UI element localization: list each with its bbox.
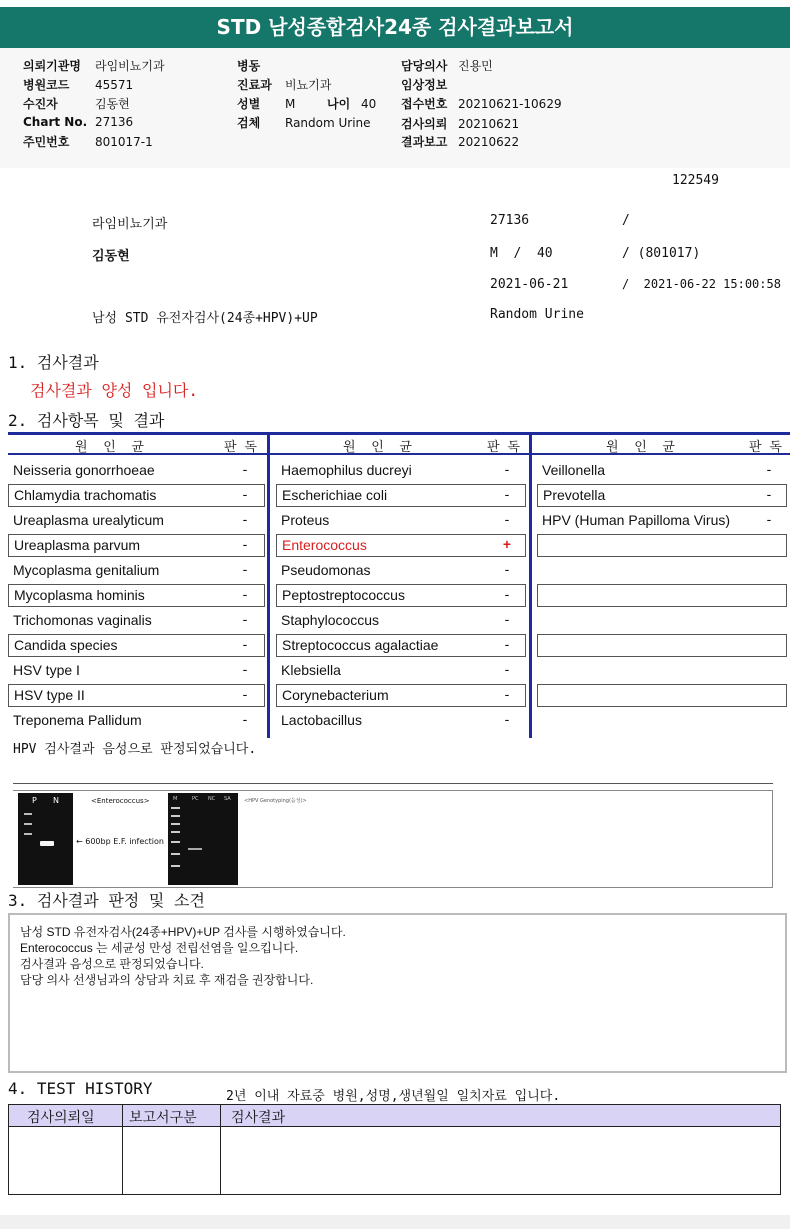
header-ward: 병동 <box>237 59 261 73</box>
table-row: Mycoplasma hominis - <box>8 584 265 607</box>
hpv-gel-image <box>168 793 238 885</box>
table-row: HPV (Human Papilloma Virus) - <box>542 511 772 528</box>
gel-ladder-band <box>171 841 180 843</box>
enterococcus-gel-image <box>18 793 73 885</box>
table-row: Klebsiella - <box>281 661 510 678</box>
table-row-empty <box>537 534 787 557</box>
history-col-divider <box>122 1105 123 1194</box>
header-specimen: 검체 Random Urine <box>237 116 371 130</box>
table-row: Chlamydia trachomatis - <box>8 484 265 507</box>
history-table-header <box>9 1105 780 1127</box>
section3-title: 3. 검사결과 판정 및 소견 <box>8 891 205 910</box>
gel-ladder-band <box>171 815 180 817</box>
history-col-report-type: 보고서구분 <box>129 1110 197 1126</box>
info-specimen: Random Urine <box>490 307 584 322</box>
table-row: HSV type II - <box>8 684 265 707</box>
header-doctor: 담당의사 진용민 <box>401 59 493 73</box>
lane-sa-label: SA <box>224 796 231 802</box>
gel-ladder-band <box>171 823 180 825</box>
table-row: Trichomonas vaginalis - <box>13 611 248 628</box>
table-row: Ureaplasma urealyticum - <box>13 511 248 528</box>
report-title: STD 남성종합검사24종 검사결과보고서 <box>0 7 790 48</box>
info-hospital: 라임비뇨기과 <box>92 217 168 232</box>
gel-ladder-band <box>171 865 180 867</box>
gel-band-annotation: ← 600bp E.F. infection <box>76 837 164 846</box>
opinion-box <box>8 913 787 1073</box>
table-row: Treponema Pallidum - <box>13 711 248 728</box>
table-row: Staphylococcus - <box>281 611 510 628</box>
table-row: Escherichiae coli - <box>276 484 526 507</box>
positive-pathogen-value: + <box>502 536 512 552</box>
gel-positive-band <box>40 841 54 846</box>
table-row-positive <box>276 534 526 557</box>
footer-band <box>0 1215 790 1229</box>
table-row: HSV type I - <box>13 661 248 678</box>
col2-pathogen-header: 원 인 균 <box>343 440 412 455</box>
table-row: Peptostreptococcus - <box>276 584 526 607</box>
opinion-line: Enterococcus 는 세균성 만성 전립선염을 일으킵니다. <box>20 941 299 955</box>
table-row-empty <box>537 684 787 707</box>
table-row: Candida species - <box>8 634 265 657</box>
history-note: 2년 이내 자료중 병원,성명,생년월일 일치자료 입니다. <box>226 1089 561 1104</box>
gel-image-panel <box>13 790 773 888</box>
enterococcus-gel-label: <Enterococcus> <box>91 797 150 805</box>
results-table-divider-1 <box>267 432 270 738</box>
header-patient: 수진자 김동현 <box>23 97 130 111</box>
section4-title: 4. TEST HISTORY <box>8 1079 153 1098</box>
positive-pathogen-name: Enterococcus <box>282 537 367 553</box>
table-row: Neisseria gonorrhoeae - <box>13 461 248 478</box>
results-table-divider-2 <box>529 432 532 738</box>
arrow-left-icon: ← <box>76 837 83 846</box>
header-receipt-no: 접수번호 20210621-10629 <box>401 97 562 111</box>
table-row: Ureaplasma parvum - <box>8 534 265 557</box>
info-birth: / (801017) <box>622 246 701 261</box>
header-chart-no: Chart No. 27136 <box>23 115 134 129</box>
section2-title: 2. 검사항목 및 결과 <box>8 411 165 430</box>
header-clinical-info: 임상정보 <box>401 78 448 92</box>
gel-ladder-band <box>171 853 180 855</box>
overall-result: 검사결과 양성 입니다. <box>30 381 199 400</box>
info-patient: 김동현 <box>92 249 130 264</box>
hpv-gel-label: <HPV Genotyping(음성)> <box>244 798 307 804</box>
table-row: Prevotella - <box>537 484 787 507</box>
table-row: Mycoplasma genitalium - <box>13 561 248 578</box>
info-test-name: 남성 STD 유전자검사(24종+HPV)+UP <box>92 311 318 326</box>
info-sex-age: M / 40 <box>490 246 553 261</box>
col2-judgement-header: 판 독 <box>487 440 520 455</box>
gel-ladder-band <box>24 823 32 825</box>
hpv-note: HPV 검사결과 음성으로 판정되었습니다. <box>13 742 257 757</box>
table-row: Haemophilus ducreyi - <box>281 461 510 478</box>
section1-title: 1. 검사결과 <box>8 353 99 372</box>
table-row: Streptococcus agalactiae - <box>276 634 526 657</box>
gel-ladder-band <box>24 833 32 835</box>
col1-pathogen-header: 원 인 균 <box>75 440 144 455</box>
report-code: 122549 <box>672 173 719 188</box>
history-col-divider <box>220 1105 221 1194</box>
lane-pc-label: PC <box>192 796 199 802</box>
header-hospital-code: 병원코드 45571 <box>23 78 134 92</box>
gel-ladder-band <box>24 813 32 815</box>
gel-ladder-band <box>171 807 180 809</box>
divider-line <box>13 783 773 784</box>
history-col-request-date: 검사의뢰일 <box>27 1110 95 1126</box>
lane-nc-label: NC <box>208 796 216 802</box>
header-department: 진료과 비뇨기과 <box>237 78 332 92</box>
gel-ladder-band <box>171 831 180 833</box>
opinion-line: 남성 STD 유전자검사(24종+HPV)+UP 검사를 시행하였습니다. <box>20 925 346 939</box>
table-row: Pseudomonas - <box>281 561 510 578</box>
results-table-top-border <box>8 432 790 435</box>
history-table <box>8 1104 781 1195</box>
header-request-date: 검사의뢰 20210621 <box>401 117 520 131</box>
header-hospital: 의뢰기관명 라임비뇨기과 <box>23 59 165 73</box>
opinion-line: 담당 의사 선생님과의 상담과 치료 후 재검을 권장합니다. <box>20 973 314 987</box>
header-report-date: 결과보고 20210622 <box>401 135 520 149</box>
info-chart-no: 27136 <box>490 213 530 228</box>
table-row: Veillonella - <box>542 461 772 478</box>
info-report-datetime: / 2021-06-22 15:00:58 <box>622 277 781 291</box>
history-col-result: 검사결과 <box>231 1110 286 1126</box>
table-row: Lactobacillus - <box>281 711 510 728</box>
gel-control-band <box>188 848 202 850</box>
header-sex: 성별 M 나이 40 <box>237 97 377 111</box>
col3-judgement-header: 판 독 <box>749 440 782 455</box>
lane-p-label: P <box>32 796 37 805</box>
col3-pathogen-header: 원 인 균 <box>606 440 675 455</box>
col1-judgement-header: 판 독 <box>224 440 257 455</box>
header-resident-no: 주민번호 801017-1 <box>23 135 153 149</box>
table-row-empty <box>537 634 787 657</box>
info-request-date: 2021-06-21 <box>490 277 569 292</box>
lane-n-label: N <box>53 796 59 805</box>
lane-m-label: M <box>173 796 178 802</box>
info-slash: / <box>622 213 630 228</box>
table-row-empty <box>537 584 787 607</box>
opinion-line: 검사결과 음성으로 판정되었습니다. <box>20 957 204 971</box>
table-row: Proteus - <box>281 511 510 528</box>
table-row: Corynebacterium - <box>276 684 526 707</box>
